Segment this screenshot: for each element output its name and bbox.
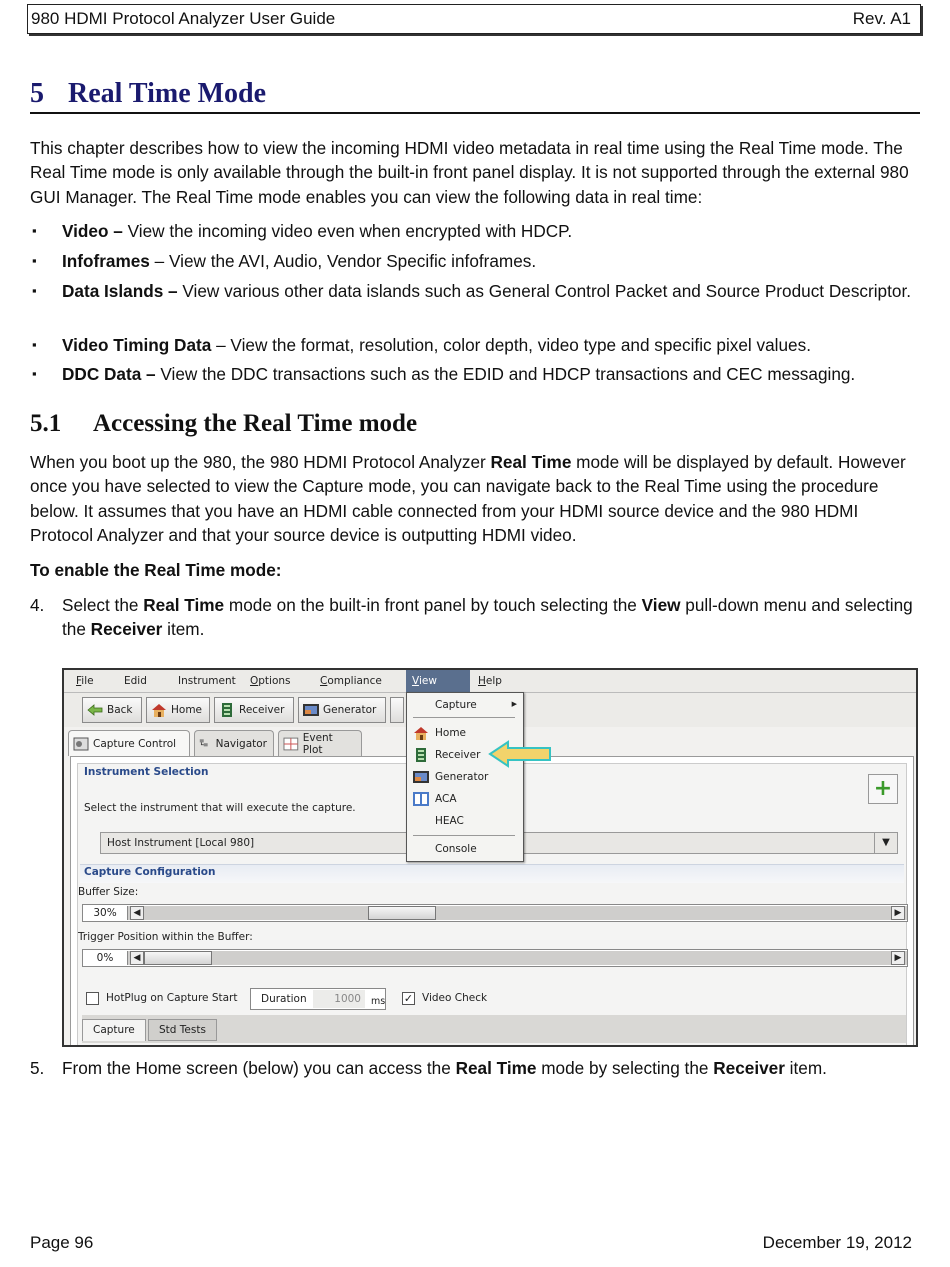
home-button[interactable]: Home [146, 697, 210, 723]
menu-item-capture[interactable]: Capture [435, 699, 477, 711]
bullet-ddc: ▪ DDC Data – View the DDC transactions such as the EDID and HDCP transactions and CEC messaging. [62, 362, 922, 386]
tab-std-tests[interactable]: Std Tests [148, 1019, 217, 1041]
step-5: 5. From the Home screen (below) you can access the Real Time mode by selecting the Receiver item. [30, 1058, 827, 1078]
tab-navigator[interactable]: Navigator [194, 730, 274, 756]
menu-item-receiver[interactable]: Receiver [435, 749, 481, 761]
buffer-size-track[interactable] [127, 906, 907, 920]
event-plot-icon [283, 737, 299, 751]
menu-file[interactable]: File [76, 675, 94, 687]
menu-view[interactable]: View [406, 670, 470, 692]
bullet-video: ▪ Video – View the incoming video even when encrypted with HDCP. [62, 219, 922, 243]
add-instrument-button[interactable]: + [868, 774, 898, 804]
menu-item-aca[interactable]: ACA [435, 793, 457, 805]
section-title: Accessing the Real Time mode [93, 410, 418, 437]
aca-icon [413, 792, 429, 806]
hotplug-label: HotPlug on Capture Start [106, 992, 238, 1004]
generator-icon [413, 770, 429, 784]
trigger-position-track[interactable] [127, 951, 907, 965]
receiver-toolbar-button[interactable]: Receiver [214, 697, 294, 723]
video-check-checkbox[interactable]: ✓ [403, 992, 414, 1005]
trigger-position-label: Trigger Position within the Buffer: [78, 931, 253, 943]
instrument-select[interactable]: Host Instrument [Local 980] ▼ [100, 832, 898, 854]
menu-item-generator[interactable]: Generator [435, 771, 489, 783]
section-number: 5.1 [30, 410, 62, 437]
duration-unit: ms [371, 996, 386, 1007]
capture-configuration-heading: Capture Configuration [84, 866, 216, 878]
slider-right-arrow-icon[interactable]: ▶ [891, 906, 905, 920]
capture-window-screenshot [62, 668, 918, 1047]
menu-bar [64, 670, 916, 693]
chapter-heading [30, 78, 920, 114]
generator-toolbar-button[interactable]: Generator [298, 697, 386, 723]
menu-item-console[interactable]: Console [435, 843, 477, 855]
chapter-title: Real Time Mode [68, 78, 267, 109]
callout-arrow-icon [488, 740, 552, 768]
slider-right-arrow-icon[interactable]: ▶ [891, 951, 905, 965]
duration-input[interactable]: 1000 [313, 990, 365, 1008]
menu-compliance[interactable]: Compliance [320, 675, 382, 687]
slider-left-arrow-icon[interactable]: ◀ [130, 906, 144, 920]
generator-icon [303, 703, 319, 717]
navigator-icon [199, 737, 212, 751]
menu-help[interactable]: Help [478, 675, 502, 687]
select-prompt: Select the instrument that will execute the capture. [84, 802, 356, 814]
chevron-down-icon[interactable]: ▼ [874, 833, 897, 853]
menu-options[interactable]: Options [250, 675, 291, 687]
submenu-arrow-icon: ▶ [511, 700, 517, 708]
back-button[interactable]: Back [82, 697, 142, 723]
tab-capture[interactable]: Capture [82, 1019, 146, 1041]
receiver-icon [219, 703, 235, 717]
tab-capture-control[interactable]: Capture Control [68, 730, 190, 756]
view-dropdown-menu [406, 692, 524, 862]
boot-paragraph: When you boot up the 980, the 980 HDMI Protocol Analyzer Real Time mode will be displayed by default. However once you have selected to view the Capture mode, you can navigate back to the Real Time using the procedure below. It assumes that you have an HDMI cable connected from your HDMI source device and the 980 HDMI Protocol Analyzer and that your source device is outputting HDMI video. [30, 452, 906, 545]
trigger-position-thumb[interactable] [144, 951, 212, 965]
bullet-infoframes: ▪ Infoframes – View the AVI, Audio, Vendor Specific infoframes. [62, 249, 922, 273]
header-revision: Rev. A1 [852, 9, 911, 28]
chapter-number: 5 [30, 78, 44, 109]
bullet-video-timing: ▪ Video Timing Data – View the format, resolution, color depth, video type and specific pixel values. [62, 333, 922, 357]
back-arrow-icon [87, 703, 103, 717]
buffer-size-value: 30% [93, 907, 117, 919]
bottom-tabs [82, 1015, 906, 1043]
section-heading [30, 410, 417, 438]
instrument-selection-heading: Instrument Selection [84, 766, 209, 778]
running-header [27, 4, 921, 34]
procedure-title: To enable the Real Time mode: [30, 560, 282, 580]
receiver-icon [413, 748, 429, 762]
menu-instrument[interactable]: Instrument [178, 675, 236, 687]
hotplug-checkbox[interactable] [86, 992, 99, 1005]
menu-item-heac[interactable]: HEAC [435, 815, 464, 827]
slider-left-arrow-icon[interactable]: ◀ [130, 951, 144, 965]
menu-item-home[interactable]: Home [435, 727, 467, 739]
capture-control-icon [73, 737, 89, 751]
trigger-position-value: 0% [96, 952, 114, 964]
menu-edid[interactable]: Edid [124, 675, 147, 687]
buffer-size-thumb[interactable] [368, 906, 436, 920]
buffer-size-slider[interactable] [82, 904, 908, 922]
step-4: 4. Select the Real Time mode on the built-in front panel by touch selecting the View pull-down menu and selecting the Receiver item. [30, 595, 913, 640]
trigger-position-slider[interactable] [82, 949, 908, 967]
buffer-size-label: Buffer Size: [78, 886, 139, 898]
page-number: Page 96 [30, 1233, 94, 1252]
aca-toolbar-button[interactable] [390, 697, 404, 723]
duration-label: Duration [261, 993, 307, 1005]
home-icon [151, 703, 167, 717]
tab-event-plot[interactable]: Event Plot [278, 730, 362, 756]
duration-group [250, 988, 386, 1010]
bullet-data-islands: ▪ Data Islands – View various other data islands such as General Control Packet and Source Product Descriptor. [62, 279, 922, 303]
menu-separator [413, 717, 515, 718]
home-icon [413, 726, 429, 740]
footer-date: December 19, 2012 [762, 1233, 912, 1252]
menu-separator [413, 835, 515, 836]
video-check-label: Video Check [422, 992, 488, 1004]
intro-paragraph: This chapter describes how to view the incoming HDMI video metadata in real time using the Real Time mode. The Real Time mode is only available through the built-in front panel display. It is not supported through the external 980 GUI Manager. The Real Time mode enables you can view the following data in real time: [30, 138, 909, 207]
header-title: 980 HDMI Protocol Analyzer User Guide [31, 9, 336, 28]
